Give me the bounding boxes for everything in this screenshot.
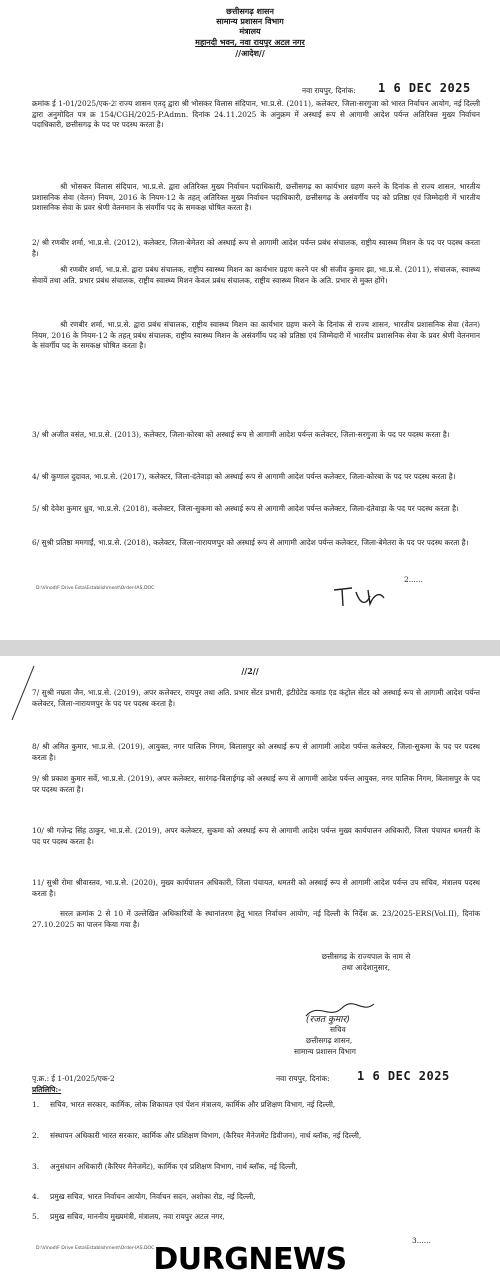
signatory-name: (रजत कुमार) [306, 1015, 350, 1025]
signatory-department: सामान्य प्रशासन विभाग [294, 1047, 356, 1056]
endorsement-number: पृ.क्र.: ई 1-01/2025/एक-2 [32, 1074, 115, 1083]
order-item-8: 8/ श्री अमित कुमार, भा.प्र.से. (2019), आयुक्त, नगर पालिक निगम, बिलासपुर को अस्थाई रूप से आगामी आदेश पर्यन्त कलेक्टर, जिला-सुकमा के पद पर पदस्थ करता है। [32, 742, 480, 762]
governor-line-1: छत्तीसगढ़ के राज्यपाल के नाम से [321, 952, 411, 961]
order-item-3: 3/ श्री अजीत वसंत, भा.प्र.से. (2013), कलेक्टर, जिला-कोरबा को अस्थाई रूप से आगामी आदेश पर्यन्त कलेक्टर, जिला-सरगुजा के पद पर पदस्थ करता है। [32, 430, 450, 439]
order-item-11: 11/ सुश्री रोमा श्रीवास्तव, भा.प्र.से. (2020), मुख्य कार्यपालन अधिकारी, जिला पंचायत, धमतरी को अस्थाई रूप से आगामी आदेश पर्यन्त उप सचिव, मंत्रालय पदस्थ करता है। [32, 878, 480, 898]
page-continuation: 3...... [412, 1236, 431, 1245]
governor-line-2: तथा आदेशानुसार, [341, 963, 390, 972]
page-separator [0, 640, 500, 656]
copy-list-item: 5. प्रमुख सचिव, माननीय मुख्यमंत्री, मंत्रालय, नवा रायपुर अटल नगर, [32, 1212, 225, 1221]
order-item-2: 2/ श्री रणबीर शर्मा, भा.प्र.से. (2012), कलेक्टर, जिला-बेमेतरा को अस्थाई रूप से आगामी आदेश पर्यन्त प्रबंध संचालक, राष्ट्रीय स्वास्थ्य मिशन के पद पर पदस्थ करता है। [32, 238, 480, 258]
page-marker: //2// [241, 666, 259, 676]
order-item-4: 4/ श्री कुणाल दुदावत, भा.प्र.से. (2017), कलेक्टर, जिला-दंतेवाड़ा को अस्थाई रूप से आगामी आदेश पर्यन्त कलेक्टर, जिला-कोरबा के पद पर पदस्थ करता है। [32, 472, 456, 481]
header-department: सामान्य प्रशासन विभाग [216, 16, 284, 26]
copy-list-item: 1. सचिव, भारत सरकार, कार्मिक, लोक शिकायत एवं पेंशन मंत्रालय, कार्मिक और प्रशिक्षण विभाग, नई दिल्ली, [32, 1100, 336, 1109]
handwritten-signature [300, 1000, 380, 1024]
order-para-1b: श्री भोसकर विलास संदिपान, भा.प्र.से. द्वारा अतिरिक्त मुख्य निर्वाचन पदाधिकारी, छत्तीसगढ़ का कार्यभार ग्रहण करने के दिनांक से राज्य शासन, भारतीय प्रशासनिक सेवा (वेतन) नियम, 2016 के नियम-12 के तहत् अतिरिक्त मुख्य निर्वाचन पदाधिकारी, छत्तीसगढ़ के असंवर्गीय पद को प्रतिष्ठा एवं जिम्मेदारी में भारतीय प्रशासनिक सेवा के प्रवर श्रेणी वेतनमान के संवर्गीय पद के समकक्ष घोषित करता है। [32, 182, 480, 213]
copy-list-item: 4. प्रमुख सचिव, भारत निर्वाचन आयोग, निर्वाचन सदन, अशोका रोड, नई दिल्ली, [32, 1192, 256, 1201]
order-title: //आदेश// [235, 48, 265, 58]
order-page-2 [0, 656, 500, 1280]
endorsement-place: नवा रायपुर, दिनांक: [276, 1074, 330, 1083]
copy-list-item: 2. संस्थापन अधिकारी भारत सरकार, कार्मिक और प्रशिक्षण विभाग, (कैरियर मैनेजमेंट डिवीजन), नार्थ ब्लॉक, नई दिल्ली, [32, 1131, 362, 1140]
signatory-title: सचिव [330, 1025, 346, 1034]
order-item-10: 10/ श्री गजेन्द्र सिंह ठाकुर, भा.प्र.से. (2019), अपर कलेक्टर, सुकमा को अस्थाई रूप से आगामी आदेश पर्यन्त मुख्य कार्यपालन अधिकारी, जिला पंचायत धमतरी के पद पर पदस्थ करता है। [32, 826, 480, 846]
signatory-government: छत्तीसगढ़ शासन, [306, 1036, 353, 1045]
order-para-1: क्रमांक ई 1-01/2025/एक-2ः राज्य शासन एतद् द्वारा श्री भोसकर विलास संदिपान, भा.प्र.से. (2011), कलेक्टर, जिला-सरगुजा को भारत निर्वाचन आयोग, नई दिल्ली द्वारा अनुमोदित पत्र क्र 154/CGH/2025-P.Admn. दिनांक 24.11.2025 के अनुक्रम में अस्थाई रूप से आगामी आदेश पर्यन्त अतिरिक्त मुख्य निर्वाचन पदाधिकारी, छत्तीसगढ़ के पद पर पदस्थ करता है। [32, 99, 480, 130]
order-item-9: 9/ श्री प्रकाश कुमार सर्वे, भा.प्र.से. (2019), अपर कलेक्टर, सारंगढ़-बिलाईगढ़ को अस्थाई रूप से आगामी आदेश पर्यन्त आयुक्त, नगर पालिक निगम, बिलासपुर के पद पर पदस्थ करता है। [32, 774, 480, 794]
file-path: D:\Vinod\F Drive Esta\Establishment\Order-IAS.DOC [36, 586, 155, 591]
order-item-7: 7/ सुश्री नम्रता जैन, भा.प्र.से. (2019), अपर कलेक्टर, रायपुर तथा अति. प्रभार सेंटर प्रभारी, इंटीग्रेटेड कमांड एंड कंट्रोल सेंटर को अस्थाई रूप से आगामी आदेश पर्यन्त कलेक्टर, जिला-नारायणपुर के पद पर पदस्थ करता है। [32, 688, 480, 708]
watermark-logo: DURGNEWS [153, 1242, 347, 1277]
initials-signature [330, 584, 390, 610]
page-continuation: 2...... [404, 575, 423, 584]
copy-list-item: 3. अनुसंधान अधिकारी (कैरियर मैनेजमेंट), कार्मिक एवं प्रशिक्षण विभाग, नार्थ ब्लॉक, नई दिल्ली, [32, 1162, 298, 1171]
order-item-2c: श्री रणबीर शर्मा, भा.प्र.से. द्वारा प्रबंध संचालक, राष्ट्रीय स्वास्थ्य मिशन का कार्यभार ग्रहण करने के दिनांक से राज्य शासन, भारतीय प्रशासनिक सेवा (वेतन) नियम, 2016 के नियम-12 के तहत् प्रबंध संचालक, राष्ट्रीय स्वास्थ्य मिशन के असंवर्गीय पद को प्रतिष्ठा एवं जिम्मेदारी में भारतीय प्रशासनिक सेवा के प्रवर श्रेणी वेतनमान के संवर्गीय पद के समकक्ष घोषित करता है। [32, 320, 480, 351]
order-date-stamp: 1 6 DEC 2025 [378, 81, 471, 95]
copy-to-label: प्रतिलिपि:- [32, 1085, 62, 1094]
endorsement-date-stamp: 1 6 DEC 2025 [357, 1069, 450, 1083]
header-ministry: मंत्रालय [239, 26, 261, 36]
order-election-note: सरल क्रमांक 2 से 10 में उल्लेखित अधिकारियों के स्थानांतरण हेतु भारत निर्वाचन आयोग, नई दिल्ली के निर्देश क्र. 23/2025-ERS(Vol.II), दिनांक 27.10.2025 का पालन किया गया है। [32, 909, 480, 929]
order-item-2b: श्री रणबीर शर्मा, भा.प्र.से. द्वारा प्रबंध संचालक, राष्ट्रीय स्वास्थ्य मिशन का कार्यभार ग्रहण करने पर श्री संजीव कुमार झा, भा.प्र.से. (2011), संचालक, स्वास्थ्य सेवायें तथा अति. प्रभार प्रबंध संचालक, राष्ट्रीय स्वास्थ्य मिशन केवल प्रबंध संचालक, राष्ट्रीय स्वास्थ्य मिशन के अति. प्रभार से मुक्त होंगे। [32, 265, 480, 285]
file-path: D:\Vinod\F Drive Esta\Establishment\Order-IAS.DOC [36, 1246, 155, 1251]
order-item-6: 6/ सुश्री प्रतिष्ठा ममगाईं, भा.प्र.से. (2018), कलेक्टर, जिला-नारायणपुर को अस्थाई रूप से आगामी आदेश पर्यन्त कलेक्टर, जिला-बेमेतरा के पद पर पदस्थ करता है। [32, 538, 469, 547]
order-item-5: 5/ श्री देवेश कुमार ध्रुव, भा.प्र.से. (2018), कलेक्टर, जिला-सुकमा को अस्थाई रूप से आगामी आदेश पर्यन्त कलेक्टर, जिला-दंतेवाड़ा के पद पर पदस्थ करता है। [32, 504, 459, 513]
place-date-label: नवा रायपुर, दिनांक: [302, 86, 356, 95]
header-address: महानदी भवन, नवा रायपुर अटल नगर [195, 37, 305, 47]
header-government: छत्तीसगढ़ शासन [226, 6, 274, 16]
